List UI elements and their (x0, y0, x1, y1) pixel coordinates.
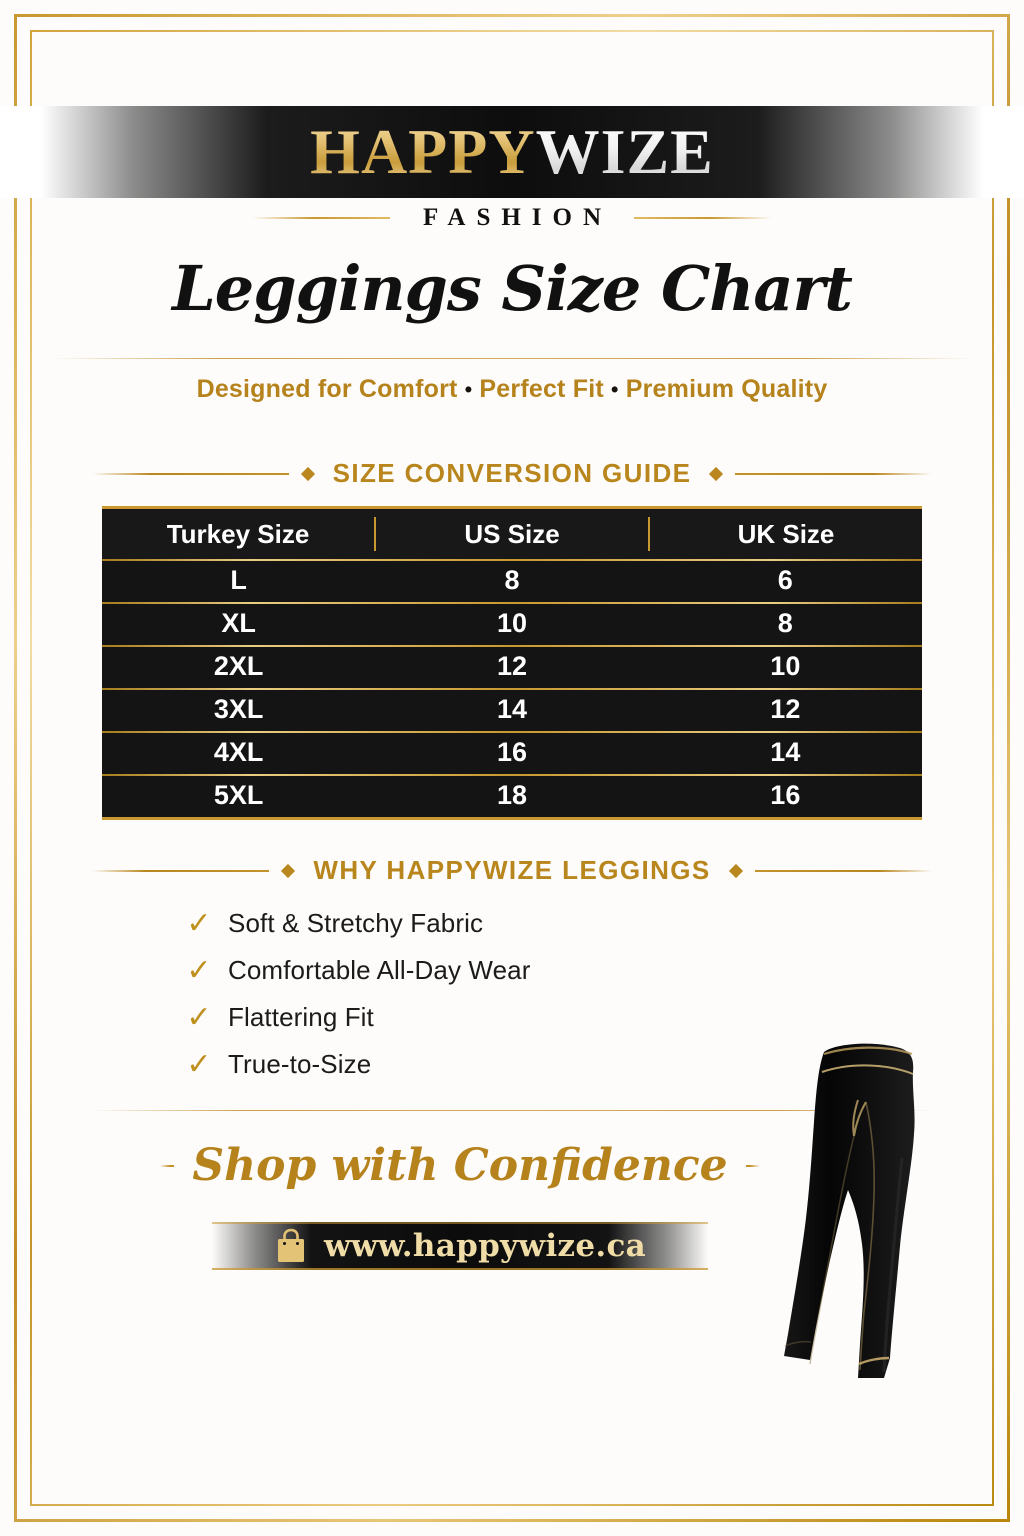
title-divider (52, 358, 972, 359)
feature-item (186, 994, 806, 1041)
logo-wize: WIZE (535, 116, 714, 187)
website-url-bar[interactable] (212, 1222, 708, 1270)
brand-subtitle-row (0, 204, 1024, 232)
features-list (186, 900, 806, 1088)
heading-line-right-why (755, 870, 932, 872)
leggings-illustration (762, 1038, 967, 1398)
tagline-item-2: Perfect Fit (479, 375, 604, 403)
table-header-row (102, 509, 922, 559)
table-cell: 16 (496, 737, 528, 767)
section-heading-conversion (92, 458, 932, 489)
brand-subtitle: FASHION (422, 204, 613, 231)
section-title-conversion: SIZE CONVERSION GUIDE (332, 458, 692, 488)
checkmark-icon: ✓ (186, 953, 212, 987)
table-cell: 10 (496, 608, 528, 638)
checkmark-icon: ✓ (186, 1000, 212, 1034)
table-cell: 6 (777, 565, 793, 595)
diamond-icon-right (709, 466, 723, 480)
website-url[interactable]: www.happywize.ca (323, 1228, 647, 1264)
tagline-separator-2: • (611, 378, 619, 402)
feature-label: Comfortable All-Day Wear (228, 955, 531, 985)
column-header-1: Turkey Size (166, 519, 310, 549)
diamond-icon-right-why (729, 863, 743, 877)
table-row (102, 645, 922, 688)
table-row (102, 602, 922, 645)
heading-line-right (735, 473, 932, 475)
heading-line-left-why (92, 870, 269, 872)
fashion-rule-right (634, 217, 772, 219)
feature-label: Soft & Stretchy Fabric (228, 908, 484, 938)
feature-item (186, 1041, 806, 1088)
feature-label: Flattering Fit (228, 1002, 374, 1032)
tagline (0, 375, 1024, 404)
shopping-bag-icon (274, 1228, 308, 1264)
table-row (102, 559, 922, 602)
table-cell: 12 (496, 651, 528, 681)
table-row (102, 688, 922, 731)
shop-confidence-row (160, 1140, 760, 1191)
tagline-item-1: Designed for Comfort (196, 375, 458, 403)
diamond-icon-left (301, 466, 315, 480)
table-cell: 18 (496, 780, 528, 810)
checkmark-icon: ✓ (186, 906, 212, 940)
table-cell: 3XL (213, 694, 264, 724)
size-conversion-table (102, 506, 922, 820)
checkmark-icon: ✓ (186, 1047, 212, 1081)
table-cell: 10 (770, 651, 801, 681)
fashion-rule-left (252, 217, 390, 219)
table-cell: XL (221, 608, 256, 638)
brand-banner (0, 106, 1024, 198)
table-row (102, 774, 922, 817)
section-title-why: WHY HAPPYWIZE LEGGINGS (313, 855, 711, 885)
table-row (102, 731, 922, 774)
table-cell: 8 (777, 608, 793, 638)
brand-logo (310, 116, 714, 187)
shop-confidence-text: Shop with Confidence (192, 1140, 728, 1191)
table-cell: 14 (770, 737, 801, 767)
table-cell: 8 (504, 565, 520, 595)
feature-label: True-to-Size (228, 1049, 372, 1079)
table-cell: 12 (770, 694, 801, 724)
feature-item (186, 900, 806, 947)
heading-line-left (92, 473, 289, 475)
table-cell: 14 (496, 694, 528, 724)
table-cell: 2XL (213, 651, 264, 681)
tagline-separator-1: • (464, 378, 473, 402)
table-cell: 5XL (213, 780, 264, 810)
page-title: Leggings Size Chart (172, 252, 852, 325)
tagline-item-3: Premium Quality (625, 375, 828, 403)
column-header-3: UK Size (648, 517, 922, 551)
logo-happy: HAPPY (310, 116, 536, 187)
diamond-icon-left-why (281, 863, 295, 877)
feature-item (186, 947, 806, 994)
shop-line-left (160, 1165, 174, 1167)
table-cell: L (230, 565, 247, 595)
table-cell: 16 (770, 780, 801, 810)
column-header-2: US Size (374, 517, 648, 551)
table-cell: 4XL (213, 737, 264, 767)
shop-line-right (746, 1165, 760, 1167)
section-heading-why (92, 855, 932, 886)
